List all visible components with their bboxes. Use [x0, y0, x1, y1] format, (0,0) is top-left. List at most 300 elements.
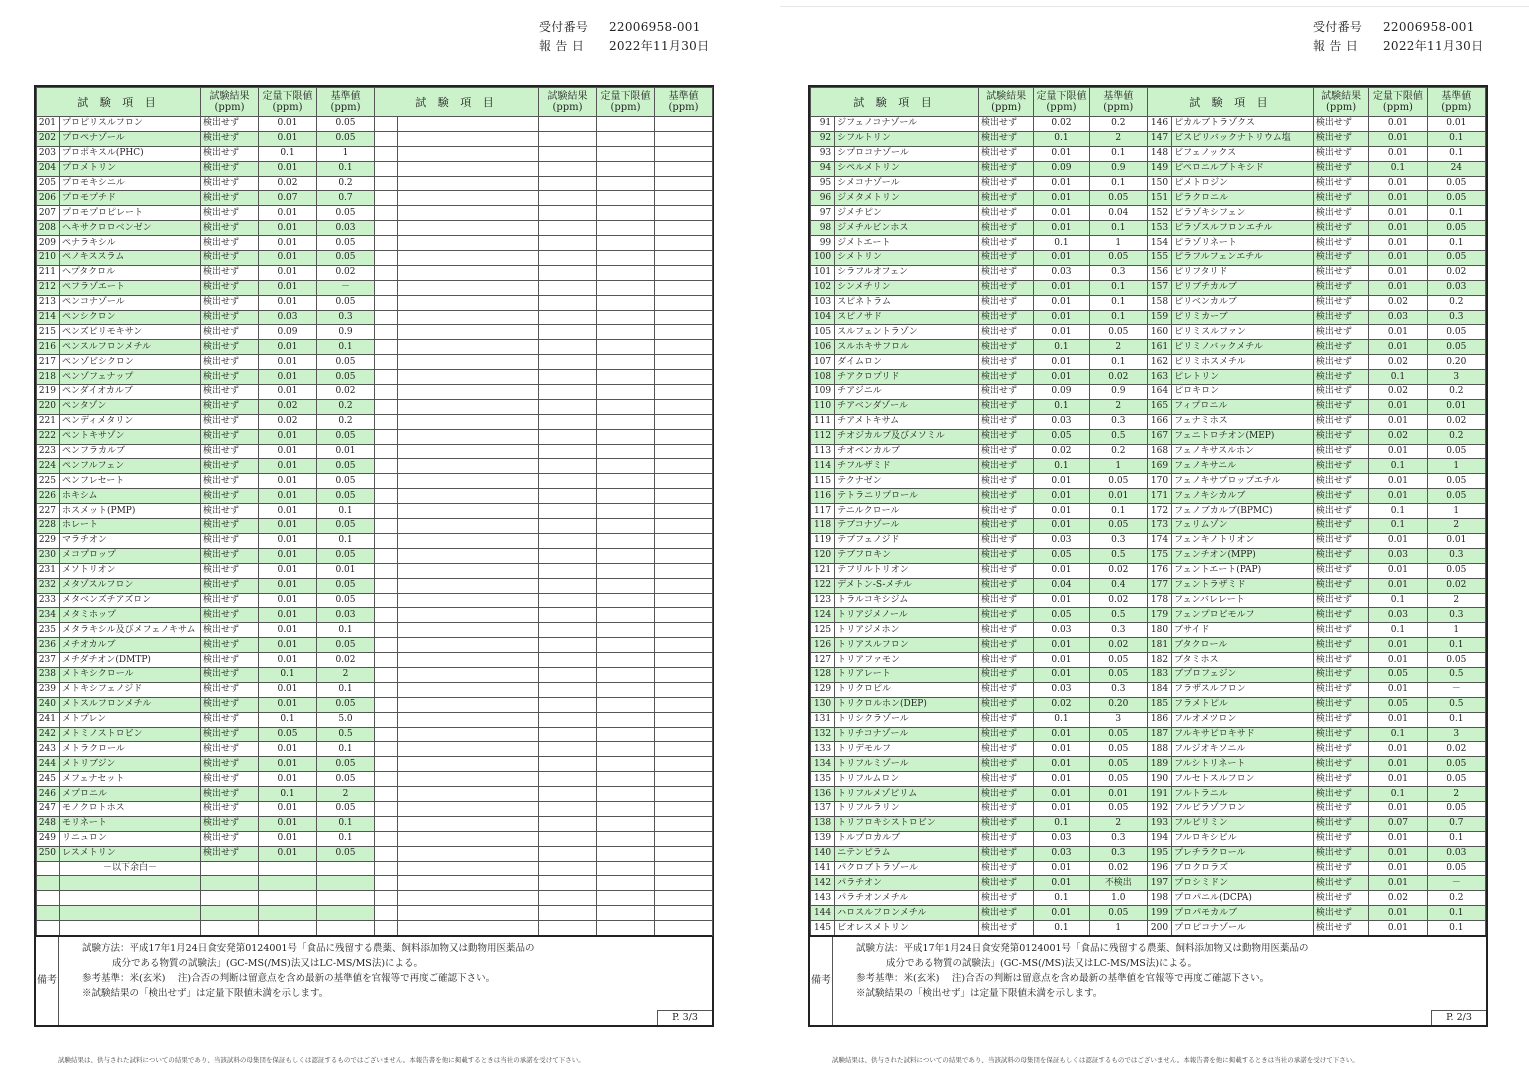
- item-name: メタミホップ: [60, 608, 201, 623]
- item-number: 246: [37, 787, 60, 802]
- loq-value: 0.03: [1034, 414, 1089, 429]
- result-value: 検出せず: [1313, 697, 1368, 712]
- item-name: ビオレスメトリン: [835, 921, 979, 936]
- empty-cell: [655, 161, 713, 176]
- loq-value: 0.01: [1034, 638, 1089, 653]
- result-value: 検出せず: [1313, 429, 1368, 444]
- result-value: 検出せず: [978, 801, 1033, 816]
- result-value: 検出せず: [201, 176, 259, 191]
- item-name: ブサイド: [1172, 623, 1314, 638]
- result-value: 検出せず: [1313, 891, 1368, 906]
- loq-value: 0.01: [259, 682, 317, 697]
- loq-value: 0.1: [1034, 712, 1089, 727]
- column-header-title: 定量下限値: [600, 91, 651, 102]
- result-value: 検出せず: [978, 653, 1033, 668]
- column-header-std: [655, 88, 713, 117]
- empty-cell: [398, 891, 539, 906]
- item-number: 197: [1147, 876, 1171, 891]
- standard-value: 1: [1427, 459, 1485, 474]
- result-value: 検出せず: [1313, 355, 1368, 370]
- item-name: ブプロフェジン: [1172, 667, 1314, 682]
- standard-value: 0.3: [1089, 623, 1147, 638]
- item-name: プロピリスルフロン: [60, 117, 201, 132]
- item-number: 250: [37, 846, 60, 861]
- table-row: [811, 727, 1486, 742]
- standard-value: 0.05: [317, 117, 375, 132]
- standard-value: 0.1: [317, 682, 375, 697]
- table-header-row: [37, 88, 713, 117]
- result-value: 検出せず: [1313, 206, 1368, 221]
- standard-value: 0.3: [1427, 310, 1485, 325]
- empty-cell: [539, 295, 597, 310]
- standard-value: 0.05: [1427, 801, 1485, 816]
- result-value: 検出せず: [1313, 801, 1368, 816]
- empty-cell: [655, 861, 713, 876]
- empty-cell: [597, 385, 655, 400]
- empty-cell: [37, 906, 60, 921]
- result-value: 検出せず: [978, 221, 1033, 236]
- item-number: 185: [1147, 697, 1171, 712]
- empty-cell: [398, 519, 539, 534]
- result-value: 検出せず: [978, 265, 1033, 280]
- item-number: 134: [811, 757, 835, 772]
- column-header-title: 試験結果: [1321, 91, 1362, 102]
- result-value: 検出せず: [978, 757, 1033, 772]
- item-number: 227: [37, 504, 60, 519]
- item-number: 217: [37, 355, 60, 370]
- empty-cell: [201, 921, 259, 936]
- item-name: シメトリン: [835, 251, 979, 266]
- loq-value: 0.01: [259, 265, 317, 280]
- item-name: ジメタメトリン: [835, 191, 979, 206]
- standard-value: 0.01: [1089, 489, 1147, 504]
- result-value: 検出せず: [1313, 191, 1368, 206]
- results-sheet: [34, 85, 714, 1027]
- standard-value: 0.9: [317, 325, 375, 340]
- loq-value: 0.1: [1369, 519, 1427, 534]
- item-number: 137: [811, 801, 835, 816]
- empty-cell: [597, 355, 655, 370]
- item-name: ペントキサゾン: [60, 429, 201, 444]
- result-value: 検出せず: [978, 444, 1033, 459]
- item-number: 138: [811, 816, 835, 831]
- loq-value: 0.01: [1034, 906, 1089, 921]
- empty-cell: [597, 429, 655, 444]
- item-number: 230: [37, 548, 60, 563]
- item-name: ペンゾフェナップ: [60, 370, 201, 385]
- empty-cell: [375, 117, 398, 132]
- item-name: フェノキシカルブ: [1172, 489, 1314, 504]
- standard-value: 0.4: [1089, 578, 1147, 593]
- result-value: 検出せず: [201, 146, 259, 161]
- item-number: 135: [811, 772, 835, 787]
- column-header-loq: [1034, 88, 1089, 117]
- loq-value: 0.1: [1034, 236, 1089, 251]
- item-name: ハロスルフロンメチル: [835, 906, 979, 921]
- empty-cell: [375, 608, 398, 623]
- loq-value: 0.01: [1369, 578, 1427, 593]
- table-row: [37, 772, 713, 787]
- standard-value: 0.01: [1427, 117, 1485, 132]
- empty-cell: [398, 667, 539, 682]
- table-row: [811, 295, 1486, 310]
- empty-cell: [398, 757, 539, 772]
- result-value: 検出せず: [1313, 921, 1368, 936]
- standard-value: 0.05: [1427, 191, 1485, 206]
- table-row: [811, 310, 1486, 325]
- item-number: 158: [1147, 295, 1171, 310]
- item-name: フェリムゾン: [1172, 519, 1314, 534]
- loq-value: 0.03: [1369, 548, 1427, 563]
- result-value: 検出せず: [1313, 504, 1368, 519]
- item-name: ブタクロール: [1172, 638, 1314, 653]
- table-row: [811, 414, 1486, 429]
- loq-value: 0.07: [259, 191, 317, 206]
- empty-cell: [398, 206, 539, 221]
- standard-value: 0.05: [1089, 757, 1147, 772]
- empty-cell: [597, 280, 655, 295]
- item-name: フェントエート(PAP): [1172, 563, 1314, 578]
- loq-value: 0.03: [1034, 831, 1089, 846]
- column-header-title: 定量下限値: [1036, 91, 1087, 102]
- item-name: リニュロン: [60, 831, 201, 846]
- empty-cell: [539, 489, 597, 504]
- item-name: チオベンカルブ: [835, 444, 979, 459]
- standard-value: 0.20: [1427, 355, 1485, 370]
- empty-cell: [655, 742, 713, 757]
- empty-cell: [375, 295, 398, 310]
- column-header-title: 試験結果: [547, 91, 588, 102]
- item-name: メトリブジン: [60, 757, 201, 772]
- item-number: 249: [37, 831, 60, 846]
- result-value: 検出せず: [1313, 325, 1368, 340]
- standard-value: 0.05: [1089, 772, 1147, 787]
- standard-value: 0.5: [1427, 697, 1485, 712]
- table-row: [37, 593, 713, 608]
- result-value: 検出せず: [1313, 712, 1368, 727]
- loq-value: 0.01: [259, 355, 317, 370]
- empty-cell: [398, 801, 539, 816]
- result-value: 検出せず: [978, 533, 1033, 548]
- table-row: [37, 251, 713, 266]
- loq-value: 0.01: [1034, 653, 1089, 668]
- item-name: ジメチピン: [835, 206, 979, 221]
- result-value: 検出せず: [1313, 146, 1368, 161]
- result-value: 検出せず: [1313, 221, 1368, 236]
- empty-cell: [398, 533, 539, 548]
- item-name: ピラゾリネート: [1172, 236, 1314, 251]
- column-header-title: 基準値: [1103, 91, 1134, 102]
- item-number: 228: [37, 519, 60, 534]
- item-name: フルピリミン: [1172, 816, 1314, 831]
- empty-cell: [655, 831, 713, 846]
- method-line-2: 成分である物質の試験法」(GC-MS(/MS)法又はLC-MS/MS法)による。: [112, 958, 424, 969]
- empty-cell: [597, 146, 655, 161]
- standard-value: 0.1: [1427, 146, 1485, 161]
- empty-cell: [375, 340, 398, 355]
- item-name: トリアスルフロン: [835, 638, 979, 653]
- loq-value: 0.01: [1034, 280, 1089, 295]
- empty-cell: [398, 355, 539, 370]
- empty-cell: [539, 459, 597, 474]
- standard-value: 0.1: [1089, 504, 1147, 519]
- notes-section: [810, 935, 1486, 1025]
- empty-cell: [655, 444, 713, 459]
- empty-cell: [398, 444, 539, 459]
- item-name: ピラゾスルフロンエチル: [1172, 221, 1314, 236]
- empty-cell: [597, 504, 655, 519]
- item-name: トリチコナゾール: [835, 727, 979, 742]
- standard-value: 0.1: [317, 533, 375, 548]
- loq-value: 0.01: [259, 459, 317, 474]
- item-number: 116: [811, 489, 835, 504]
- item-number: 98: [811, 221, 835, 236]
- result-value: 検出せず: [201, 727, 259, 742]
- item-number: 131: [811, 712, 835, 727]
- result-value: 検出せず: [201, 519, 259, 534]
- empty-cell: [655, 608, 713, 623]
- item-number: 190: [1147, 772, 1171, 787]
- item-name: ペンコナゾール: [60, 295, 201, 310]
- standard-value: 0.05: [317, 489, 375, 504]
- table-row: [811, 787, 1486, 802]
- loq-value: 0.02: [1034, 697, 1089, 712]
- empty-cell: [539, 667, 597, 682]
- table-row: [37, 757, 713, 772]
- item-name: トリアファモン: [835, 653, 979, 668]
- result-value: 検出せず: [1313, 667, 1368, 682]
- item-number: 91: [811, 117, 835, 132]
- result-value: 検出せず: [1313, 131, 1368, 146]
- loq-value: 0.01: [259, 578, 317, 593]
- item-number: 113: [811, 444, 835, 459]
- loq-value: 0.01: [259, 236, 317, 251]
- empty-cell: [539, 816, 597, 831]
- result-value: 検出せず: [978, 310, 1033, 325]
- item-name: メタベンズチアズロン: [60, 593, 201, 608]
- loq-value: 0.01: [1369, 801, 1427, 816]
- item-name: メコプロップ: [60, 548, 201, 563]
- result-value: 検出せず: [1313, 489, 1368, 504]
- table-row: [37, 787, 713, 802]
- table-row: [37, 712, 713, 727]
- empty-cell: [539, 906, 597, 921]
- empty-cell: [375, 504, 398, 519]
- loq-value: 0.01: [1034, 861, 1089, 876]
- item-number: 110: [811, 399, 835, 414]
- item-number: 161: [1147, 340, 1171, 355]
- table-row: [811, 816, 1486, 831]
- column-header-loq: [1369, 88, 1427, 117]
- empty-cell: [375, 682, 398, 697]
- empty-cell: [597, 742, 655, 757]
- column-header-std: [1427, 88, 1485, 117]
- table-row: [811, 906, 1486, 921]
- result-value: 検出せず: [201, 414, 259, 429]
- table-row: [37, 399, 713, 414]
- item-name: ヘプタクロル: [60, 265, 201, 280]
- standard-value: 3: [1089, 712, 1147, 727]
- table-row: [37, 236, 713, 251]
- item-number: 139: [811, 831, 835, 846]
- page-number: P. 2/3: [1431, 1010, 1486, 1025]
- loq-value: 0.01: [1369, 533, 1427, 548]
- empty-cell: [259, 861, 317, 876]
- empty-cell: [398, 623, 539, 638]
- loq-value: 0.01: [1369, 444, 1427, 459]
- empty-cell: [539, 697, 597, 712]
- empty-cell: [539, 191, 597, 206]
- item-number: 152: [1147, 206, 1171, 221]
- item-name: トラルコキシジム: [835, 593, 979, 608]
- results-table: [36, 87, 713, 936]
- standard-value: 不検出: [1089, 876, 1147, 891]
- column-header-result: [978, 88, 1033, 117]
- result-value: 検出せず: [1313, 370, 1368, 385]
- item-number: 218: [37, 370, 60, 385]
- standard-value: 0.05: [1089, 742, 1147, 757]
- result-value: 検出せず: [978, 504, 1033, 519]
- item-name: トリクロピル: [835, 682, 979, 697]
- result-value: 検出せず: [978, 608, 1033, 623]
- result-value: 検出せず: [201, 117, 259, 132]
- column-header-unit: (ppm): [552, 102, 583, 113]
- empty-cell: [398, 787, 539, 802]
- item-number: 194: [1147, 831, 1171, 846]
- standard-value: 0.05: [1427, 772, 1485, 787]
- loq-value: 0.01: [1369, 474, 1427, 489]
- table-row: [811, 772, 1486, 787]
- loq-value: 0.09: [259, 325, 317, 340]
- item-name: ペンゾビシクロン: [60, 355, 201, 370]
- table-row: [811, 623, 1486, 638]
- loq-value: 0.01: [259, 280, 317, 295]
- empty-cell: [375, 772, 398, 787]
- loq-value: 0.05: [259, 727, 317, 742]
- standard-value: 0.1: [1089, 176, 1147, 191]
- result-value: 検出せず: [978, 578, 1033, 593]
- table-row: [811, 355, 1486, 370]
- column-header-item: 試 験 項 目: [375, 88, 539, 117]
- empty-cell: [398, 742, 539, 757]
- result-value: 検出せず: [978, 772, 1033, 787]
- empty-cell: [259, 921, 317, 936]
- empty-cell: [539, 563, 597, 578]
- empty-cell: [597, 489, 655, 504]
- table-row: [811, 340, 1486, 355]
- item-name: ピロキロン: [1172, 385, 1314, 400]
- result-value: 検出せず: [978, 206, 1033, 221]
- loq-value: 0.01: [259, 608, 317, 623]
- result-value: 検出せず: [201, 474, 259, 489]
- item-name: フェノキサニル: [1172, 459, 1314, 474]
- empty-cell: [398, 712, 539, 727]
- standard-value: 0.05: [317, 772, 375, 787]
- loq-value: 0.04: [1034, 578, 1089, 593]
- table-row: [811, 519, 1486, 534]
- empty-cell: [597, 727, 655, 742]
- empty-cell: [539, 161, 597, 176]
- loq-value: 0.01: [1369, 757, 1427, 772]
- table-row: [37, 861, 713, 876]
- loq-value: 0.1: [1369, 787, 1427, 802]
- result-value: 検出せず: [201, 325, 259, 340]
- table-row: [37, 474, 713, 489]
- empty-cell: [655, 310, 713, 325]
- item-name: ペフラゾエート: [60, 280, 201, 295]
- loq-value: 0.01: [1034, 221, 1089, 236]
- table-row: [37, 578, 713, 593]
- loq-value: 0.01: [1369, 712, 1427, 727]
- standard-value: 2: [1427, 519, 1485, 534]
- table-row: [811, 221, 1486, 236]
- loq-value: 0.01: [1369, 831, 1427, 846]
- item-number: 210: [37, 251, 60, 266]
- empty-cell: [375, 623, 398, 638]
- item-number: 229: [37, 533, 60, 548]
- empty-cell: [539, 742, 597, 757]
- item-name: ホレート: [60, 519, 201, 534]
- result-value: 検出せず: [1313, 310, 1368, 325]
- empty-cell: [375, 206, 398, 221]
- empty-cell: [375, 280, 398, 295]
- standard-value: 0.02: [317, 385, 375, 400]
- empty-cell: [375, 891, 398, 906]
- item-number: 114: [811, 459, 835, 474]
- table-row: [37, 206, 713, 221]
- item-name: トリアレート: [835, 667, 979, 682]
- empty-cell: [398, 221, 539, 236]
- column-header-title: 試験結果: [209, 91, 250, 102]
- result-value: 検出せず: [978, 787, 1033, 802]
- column-header-unit: (ppm): [1326, 102, 1357, 113]
- loq-value: 0.1: [1369, 623, 1427, 638]
- item-number: 172: [1147, 504, 1171, 519]
- table-row: [37, 295, 713, 310]
- result-value: 検出せず: [201, 712, 259, 727]
- empty-cell: [597, 757, 655, 772]
- item-number: 112: [811, 429, 835, 444]
- standard-value: 0.5: [1089, 548, 1147, 563]
- loq-value: 0.1: [1034, 459, 1089, 474]
- empty-cell: [375, 653, 398, 668]
- item-number: 186: [1147, 712, 1171, 727]
- loq-value: 0.02: [259, 399, 317, 414]
- standard-value: 0.1: [1427, 831, 1485, 846]
- item-name: テフリルトリオン: [835, 563, 979, 578]
- loq-value: 0.03: [1034, 265, 1089, 280]
- loq-value: 0.1: [1034, 340, 1089, 355]
- standard-value: 5.0: [317, 712, 375, 727]
- standard-value: 0.2: [1427, 429, 1485, 444]
- item-name: フルセトスルフロン: [1172, 772, 1314, 787]
- loq-value: 0.02: [1369, 891, 1427, 906]
- empty-cell: [597, 161, 655, 176]
- item-name: フェンキノトリオン: [1172, 533, 1314, 548]
- standard-value: －: [1427, 682, 1485, 697]
- table-row: [37, 831, 713, 846]
- empty-cell: [375, 459, 398, 474]
- standard-value: 0.3: [1089, 533, 1147, 548]
- item-name: ピラフルフェンエチル: [1172, 251, 1314, 266]
- empty-cell: [375, 846, 398, 861]
- item-number: 235: [37, 623, 60, 638]
- item-name: テブフェノジド: [835, 533, 979, 548]
- standard-value: 0.03: [317, 221, 375, 236]
- loq-value: 0.03: [1369, 310, 1427, 325]
- table-row: [811, 206, 1486, 221]
- loq-value: 0.01: [1369, 146, 1427, 161]
